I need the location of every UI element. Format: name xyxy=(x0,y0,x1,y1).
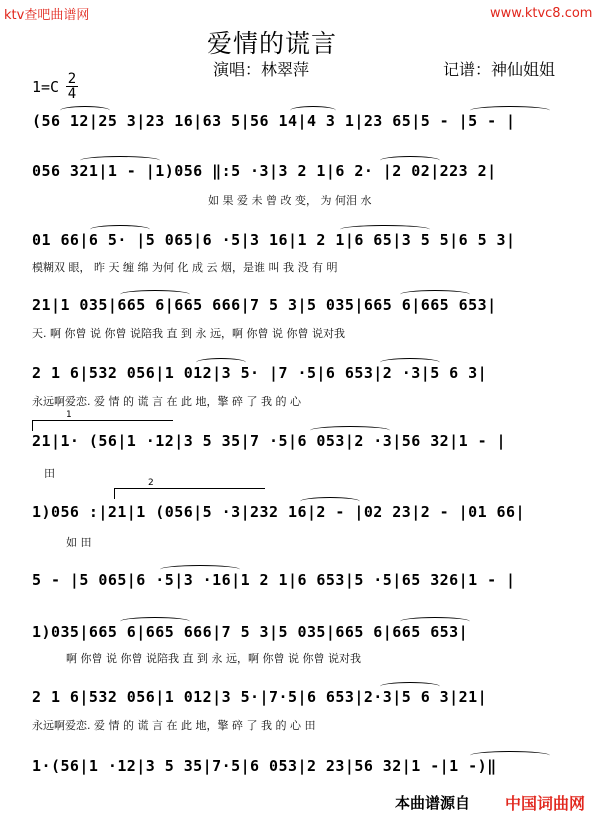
lyrics-row-6: 田 xyxy=(44,467,55,480)
score-row-2: 056 321|1 - |1)056 ‖:5 ·3|3 2 1|6 2· |2 02|223 2| xyxy=(32,162,497,180)
singer-credit: 演唱：林翠萍 xyxy=(213,60,310,79)
lyrics-row-10: 永远啊爱恋. 爱 情 的 谎 言 在 此 地，擎 碎 了 我 的 心 田 xyxy=(32,719,316,732)
score-row-5: 2 1 6|532 056|1 012|3 5· |7 ·5|6 653|2 ·3|5 6 3| xyxy=(32,364,488,382)
time-signature-bottom: 4 xyxy=(67,86,77,102)
key-signature: 1=C xyxy=(32,78,60,96)
watermark-right: www.ktvc8.com xyxy=(490,6,593,21)
transcriber-credit: 记谱：神仙姐姐 xyxy=(443,60,556,79)
slur-mark xyxy=(196,358,246,367)
footer-site-name[interactable]: 中国词曲网 xyxy=(505,794,586,813)
slur-mark xyxy=(400,290,470,299)
time-signature-top: 2 xyxy=(67,71,77,87)
volta-bracket-2 xyxy=(114,488,265,499)
time-signature xyxy=(66,72,78,101)
watermark-left: ktv查吧曲谱网 xyxy=(4,8,90,23)
slur-mark xyxy=(60,106,110,115)
slur-mark xyxy=(470,106,550,115)
slur-mark xyxy=(380,682,440,691)
lyrics-row-2: 如 果 爱 未 曾 改 变， 为 何泪 水 xyxy=(208,194,372,207)
slur-mark xyxy=(290,106,336,115)
lyrics-row-7: 如 田 xyxy=(66,536,92,549)
slur-mark xyxy=(300,497,360,506)
score-row-10: 2 1 6|532 056|1 012|3 5·|7·5|6 653|2·3|5 6 3|21| xyxy=(32,688,488,706)
slur-mark xyxy=(340,225,430,234)
slur-mark xyxy=(120,290,190,299)
lyrics-row-3: 模糊双 眼， 昨 天 缠 绵 为何 化 成 云 烟，是谁 叫 我 没 有 明 xyxy=(32,261,338,274)
lyrics-row-5: 永远啊爱恋. 爱 情 的 谎 言 在 此 地，擎 碎 了 我 的 心 xyxy=(32,395,301,408)
volta-number-2: 2 xyxy=(148,478,154,488)
lyrics-row-9: 啊 你曾 说 你曾 说陪我 直 到 永 远，啊 你曾 说 你曾 说对我 xyxy=(66,652,361,665)
score-row-9: 1)035|665 6|665 666|7 5 3|5 035|665 6|665 653| xyxy=(32,623,469,641)
score-row-8: 5 - |5 065|6 ·5|3 ·16|1 2 1|6 653|5 ·5|65 326|1 - | xyxy=(32,571,516,589)
score-row-11: 1·(56|1 ·12|3 5 35|7·5|6 053|2 23|56 32|1 -|1 -)‖ xyxy=(32,757,497,775)
score-row-1: (56 12|25 3|23 16|63 5|56 14|4 3 1|23 65|5 - |5 - | xyxy=(32,112,516,130)
score-row-7: 1)056 :|21|1 (056|5 ·3|232 16|2 - |02 23|2 - |01 66| xyxy=(32,503,525,521)
score-row-4: 21|1 035|665 6|665 666|7 5 3|5 035|665 6|665 653| xyxy=(32,296,497,314)
song-title: 爱情的谎言 xyxy=(207,29,338,58)
slur-mark xyxy=(160,565,240,574)
slur-mark xyxy=(400,617,470,626)
slur-mark xyxy=(380,358,440,367)
slur-mark xyxy=(90,225,150,234)
lyrics-row-4: 天. 啊 你曾 说 你曾 说陪我 直 到 永 远，啊 你曾 说 你曾 说对我 xyxy=(32,327,345,340)
footer-source-label: 本曲谱源自 xyxy=(395,794,471,812)
score-row-3: 01 66|6 5· |5 065|6 ·5|3 16|1 2 1|6 65|3 5 5|6 5 3| xyxy=(32,231,516,249)
score-row-6: 21|1· (56|1 ·12|3 5 35|7 ·5|6 053|2 ·3|56 32|1 - | xyxy=(32,432,507,450)
volta-bracket-1 xyxy=(32,420,173,431)
slur-mark xyxy=(380,156,440,165)
slur-mark xyxy=(80,156,160,165)
slur-mark xyxy=(310,426,390,435)
slur-mark xyxy=(470,751,550,760)
slur-mark xyxy=(120,617,190,626)
volta-number-1: 1 xyxy=(66,410,72,420)
